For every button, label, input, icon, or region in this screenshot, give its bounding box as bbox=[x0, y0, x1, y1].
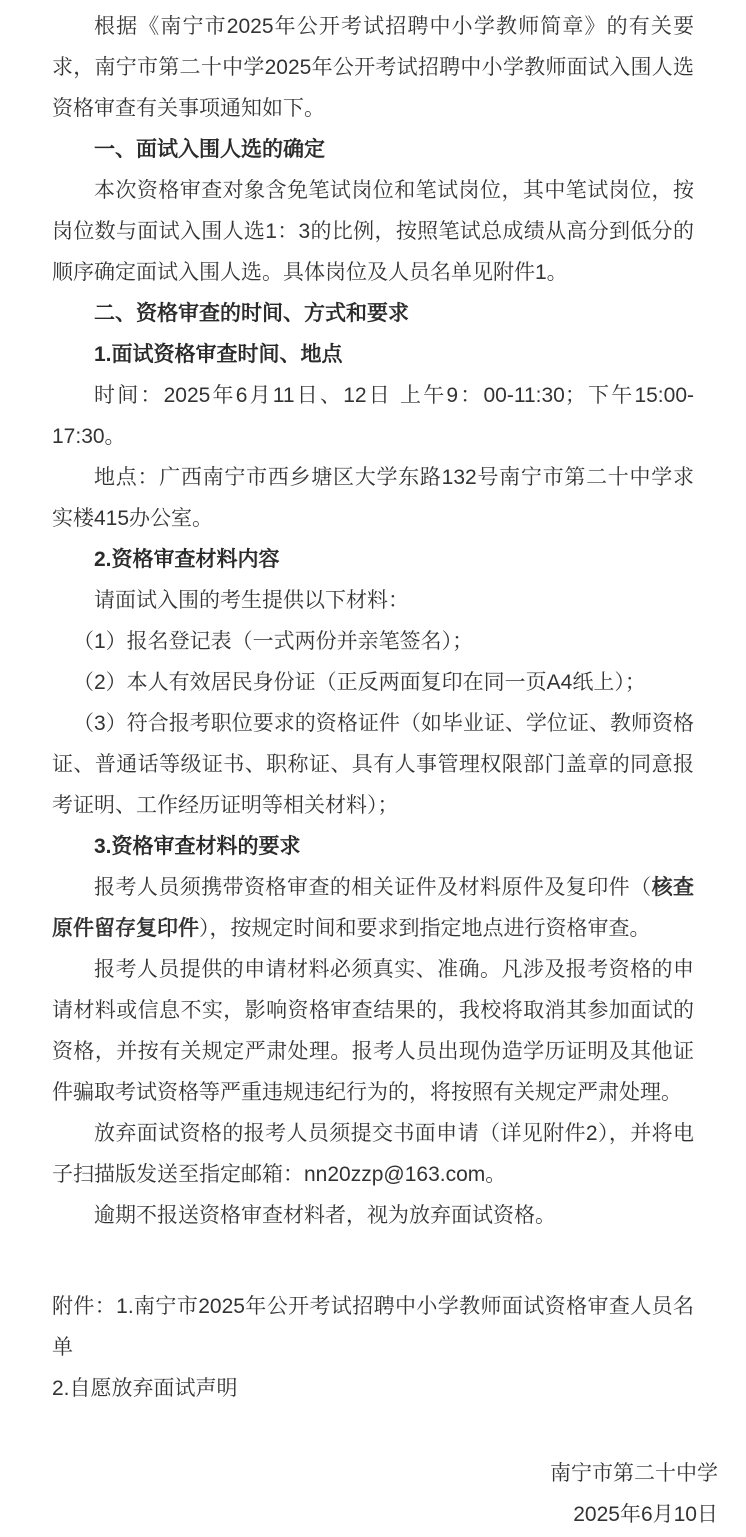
requirements-paragraph-1-bold: 核查原件留存复印件 bbox=[52, 876, 695, 940]
place-line: 地点：广西南宁市西乡塘区大学东路132号南宁市第二十中学求实楼415办公室。 bbox=[52, 466, 694, 530]
section2-sub1-heading: 1.面试资格审查时间、地点 bbox=[94, 343, 343, 366]
attachment-line-2: 2.自愿放弃面试声明 bbox=[52, 1377, 238, 1400]
time-line: 时间：2025年6月11日、12日 上午9：00-11:30；下午15:00-17:30。 bbox=[52, 384, 694, 448]
requirements-paragraph-2: 报考人员提供的申请材料必须真实、准确。凡涉及报考资格的申请材料或信息不实，影响资格审查结果的，我校将取消其参加面试的资格，并按有关规定严肃处理。报考人员出现伪造学历证明及其他证件骗取考试资格等严重违规违纪行为的，将按照有关规定严肃处理。 bbox=[52, 958, 694, 1104]
materials-lead: 请面试入围的考生提供以下材料： bbox=[94, 589, 409, 612]
signature-block bbox=[52, 1453, 718, 1535]
requirements-paragraph-1 bbox=[52, 867, 694, 949]
signature-org: 南宁市第二十中学 bbox=[550, 1462, 718, 1485]
requirements-paragraph-4: 逾期不报送资格审查材料者，视为放弃面试资格。 bbox=[94, 1204, 556, 1227]
material-item-1: （1）报名登记表（一式两份并亲笔签名）； bbox=[73, 630, 474, 653]
intro-paragraph: 根据《南宁市2025年公开考试招聘中小学教师简章》的有关要求，南宁市第二十中学2025年公开考试招聘中小学教师面试入围人选资格审查有关事项通知如下。 bbox=[52, 15, 694, 120]
requirements-paragraph-3: 放弃面试资格的报考人员须提交书面申请（详见附件2），并将电子扫描版发送至指定邮箱：nn20zzp@163.com。 bbox=[52, 1122, 694, 1186]
requirements-paragraph-1-post: ），按规定时间和要求到指定地点进行资格审查。 bbox=[199, 917, 651, 940]
material-item-2: （2）本人有效居民身份证（正反两面复印在同一页A4纸上）； bbox=[73, 671, 646, 694]
section2-sub2-heading: 2.资格审查材料内容 bbox=[94, 548, 280, 571]
signature-date: 2025年6月10日 bbox=[573, 1503, 718, 1526]
requirements-paragraph-1-pre: 报考人员须携带资格审查的相关证件及材料原件及复印件（ bbox=[94, 876, 652, 899]
section1-body: 本次资格审查对象含免笔试岗位和笔试岗位，其中笔试岗位，按岗位数与面试入围人选1：3的比例，按照笔试总成绩从高分到低分的顺序确定面试入围人选。具体岗位及人员名单见附件1。 bbox=[52, 179, 694, 284]
section2-heading: 二、资格审查的时间、方式和要求 bbox=[94, 302, 409, 325]
material-item-3: （3）符合报考职位要求的资格证件（如毕业证、学位证、教师资格证、普通话等级证书、职称证、具有人事管理权限部门盖章的同意报考证明、工作经历证明等相关材料）； bbox=[52, 712, 694, 817]
section1-heading: 一、面试入围人选的确定 bbox=[94, 138, 325, 161]
attachment-line-1: 附件：1.南宁市2025年公开考试招聘中小学教师面试资格审查人员名单 bbox=[52, 1295, 694, 1359]
section2-sub3-heading: 3.资格审查材料的要求 bbox=[94, 835, 301, 858]
